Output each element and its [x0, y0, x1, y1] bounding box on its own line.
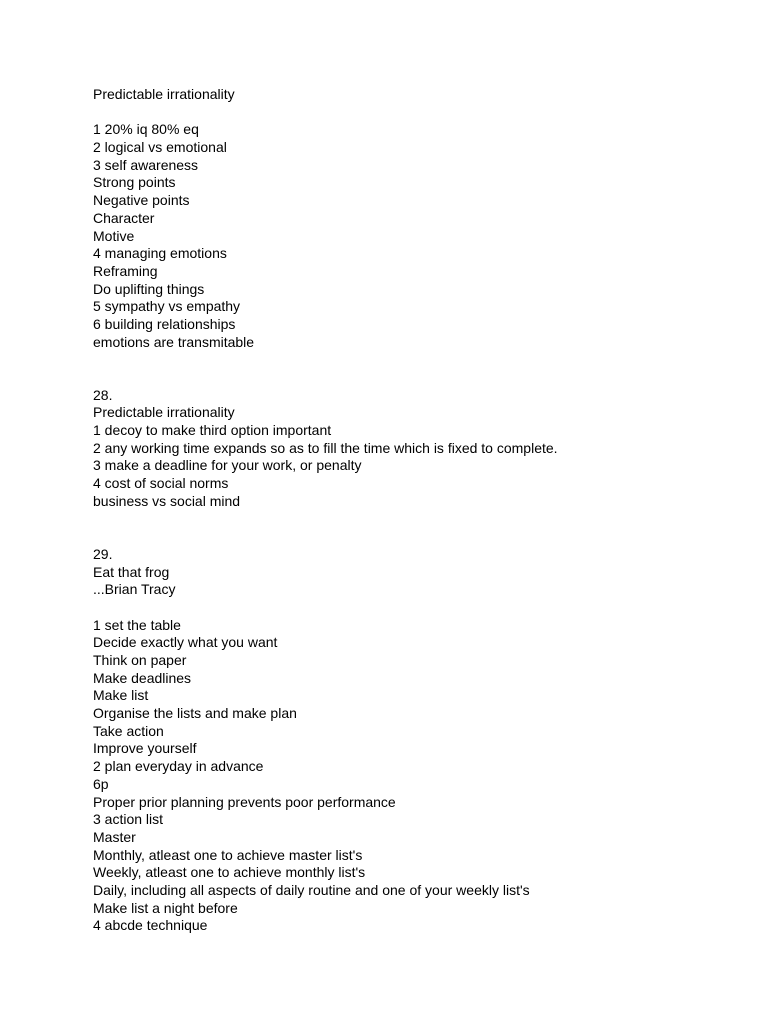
list-item: 5 sympathy vs empathy — [93, 298, 241, 315]
list-item: 1 decoy to make third option important — [93, 422, 332, 439]
section-29-list — [93, 617, 733, 935]
list-item: Negative points — [93, 192, 190, 209]
blank-line — [93, 528, 733, 546]
list-item: 3 make a deadline for your work, or penalty — [93, 457, 362, 474]
list-item: Reframing — [93, 262, 158, 279]
list-item: Master — [93, 828, 136, 845]
blank-line — [93, 599, 733, 617]
section-29-title: Eat that frog — [93, 563, 170, 580]
list-item: Daily, including all aspects of daily routine and one of your weekly list's — [93, 881, 530, 898]
section-28-number: 28. — [93, 386, 113, 403]
list-item: 4 cost of social norms — [93, 475, 229, 492]
list-item: business vs social mind — [93, 492, 241, 509]
list-item: 2 plan everyday in advance — [93, 758, 264, 775]
list-item: Improve yourself — [93, 740, 197, 757]
list-item: Make list — [93, 687, 149, 704]
list-item: 3 self awareness — [93, 156, 199, 173]
list-item: 4 abcde technique — [93, 917, 208, 934]
section-29-author: ...Brian Tracy — [93, 581, 176, 598]
list-item: Monthly, atleast one to achieve master list's — [93, 846, 363, 863]
list-item: Motive — [93, 227, 135, 244]
list-item: Character — [93, 209, 155, 226]
list-item: 3 action list — [93, 811, 164, 828]
list-item: Do uplifting things — [93, 280, 205, 297]
list-item: emotions are transmitable — [93, 333, 255, 350]
list-item: 6 building relationships — [93, 315, 236, 332]
section-28-list — [93, 422, 733, 510]
list-item: 4 managing emotions — [93, 245, 227, 262]
section-29-number: 29. — [93, 545, 113, 562]
blank-line — [93, 104, 733, 122]
section-28-title: Predictable irrationality — [93, 404, 235, 421]
list-item: Take action — [93, 722, 164, 739]
blank-line — [93, 511, 733, 529]
list-item: Organise the lists and make plan — [93, 705, 297, 722]
list-item: 1 20% iq 80% eq — [93, 121, 199, 138]
list-item: 6p — [93, 775, 109, 792]
list-item: Proper prior planning prevents poor performance — [93, 793, 396, 810]
section-intro-list — [93, 121, 733, 351]
list-item: 1 set the table — [93, 616, 181, 633]
list-item: Decide exactly what you want — [93, 634, 278, 651]
list-item: 2 any working time expands so as to fill the time which is fixed to complete. — [93, 439, 558, 456]
list-item: Make list a night before — [93, 899, 238, 916]
list-item: Weekly, atleast one to achieve monthly list's — [93, 864, 366, 881]
list-item: Make deadlines — [93, 669, 192, 686]
list-item: 2 logical vs emotional — [93, 139, 227, 156]
list-item: Strong points — [93, 174, 176, 191]
document-body — [93, 86, 733, 935]
list-item: Think on paper — [93, 652, 187, 668]
blank-line — [93, 369, 733, 387]
blank-line — [93, 351, 733, 369]
section-intro-title: Predictable irrationality — [93, 86, 235, 102]
